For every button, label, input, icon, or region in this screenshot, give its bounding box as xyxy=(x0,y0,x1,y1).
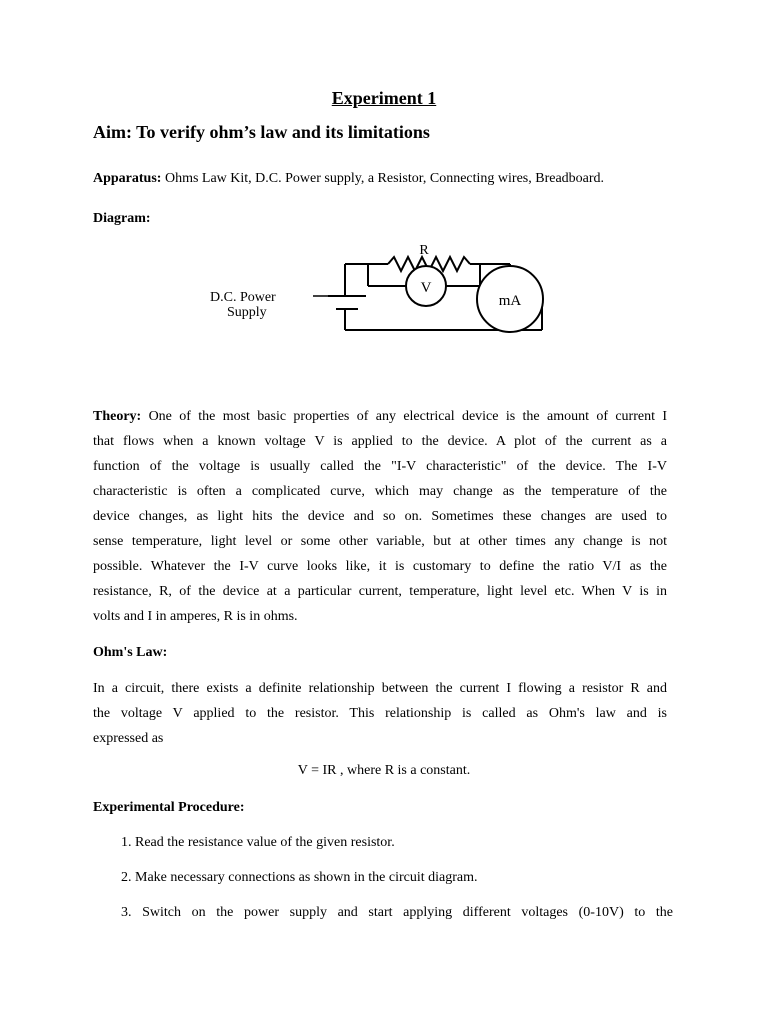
procedure-step: 3. Switch on the power supply and start applying different voltages (0-10V) to the xyxy=(121,905,673,920)
procedure-step: 1. Read the resistance value of the given resistor. xyxy=(121,835,395,850)
resistor-label: R xyxy=(419,243,429,258)
procedure-heading: Experimental Procedure: xyxy=(93,800,245,815)
power-supply-label: D.C. Power xyxy=(210,290,276,305)
apparatus-text: Ohms Law Kit, D.C. Power supply, a Resistor, Connecting wires, Breadboard. xyxy=(164,171,605,186)
circuit-diagram xyxy=(200,238,560,338)
theory-label: Theory: xyxy=(93,409,142,424)
theory-line-text: One of the most basic properties of any electrical device is the amount of current I xyxy=(141,409,667,424)
diagram-label: Diagram: xyxy=(93,211,151,226)
ohms-law-line: expressed as xyxy=(93,731,164,746)
ammeter-label: mA xyxy=(498,293,522,309)
theory-line: function of the voltage is usually called the "I-V characteristic" of the device. The I-V xyxy=(93,459,667,474)
theory-paragraph xyxy=(93,404,667,629)
ohms-law-formula: V = IR , where R is a constant. xyxy=(297,763,471,778)
theory-line: characteristic is often a complicated curve, which may change as the temperature of the xyxy=(93,484,667,499)
theory-line: resistance, R, of the device at a particular current, temperature, light level etc. When V is in xyxy=(93,584,667,599)
ohms-law-line: the voltage V applied to the resistor. This relationship is called as Ohm's law and is xyxy=(93,706,667,721)
voltmeter-label: V xyxy=(420,280,432,296)
theory-line xyxy=(93,404,667,429)
aim-heading: Aim: To verify ohm’s law and its limitations xyxy=(93,122,430,142)
procedure-step: 2. Make necessary connections as shown in the circuit diagram. xyxy=(121,870,478,885)
power-supply-label-2: Supply xyxy=(227,305,267,320)
theory-line: device changes, as light hits the device and so on. Sometimes these changes are used to xyxy=(93,509,667,524)
title-text: Experiment 1 xyxy=(331,88,437,108)
page-title xyxy=(0,88,768,109)
theory-line: possible. Whatever the I-V curve looks like, it is customary to define the ratio V/I as the xyxy=(93,559,667,574)
theory-line: volts and I in amperes, R is in ohms. xyxy=(93,609,298,624)
theory-line: sense temperature, light level or some other variable, but at other times any change is not xyxy=(93,534,667,549)
theory-line: that flows when a known voltage V is applied to the device. A plot of the current as a xyxy=(93,434,667,449)
ohms-law-heading: Ohm's Law: xyxy=(93,645,168,660)
apparatus-line xyxy=(93,171,604,187)
ohms-law-line: In a circuit, there exists a definite relationship between the current I flowing a resistor R and xyxy=(93,681,667,696)
apparatus-label: Apparatus: xyxy=(93,171,162,186)
ohms-law-paragraph xyxy=(93,676,667,751)
